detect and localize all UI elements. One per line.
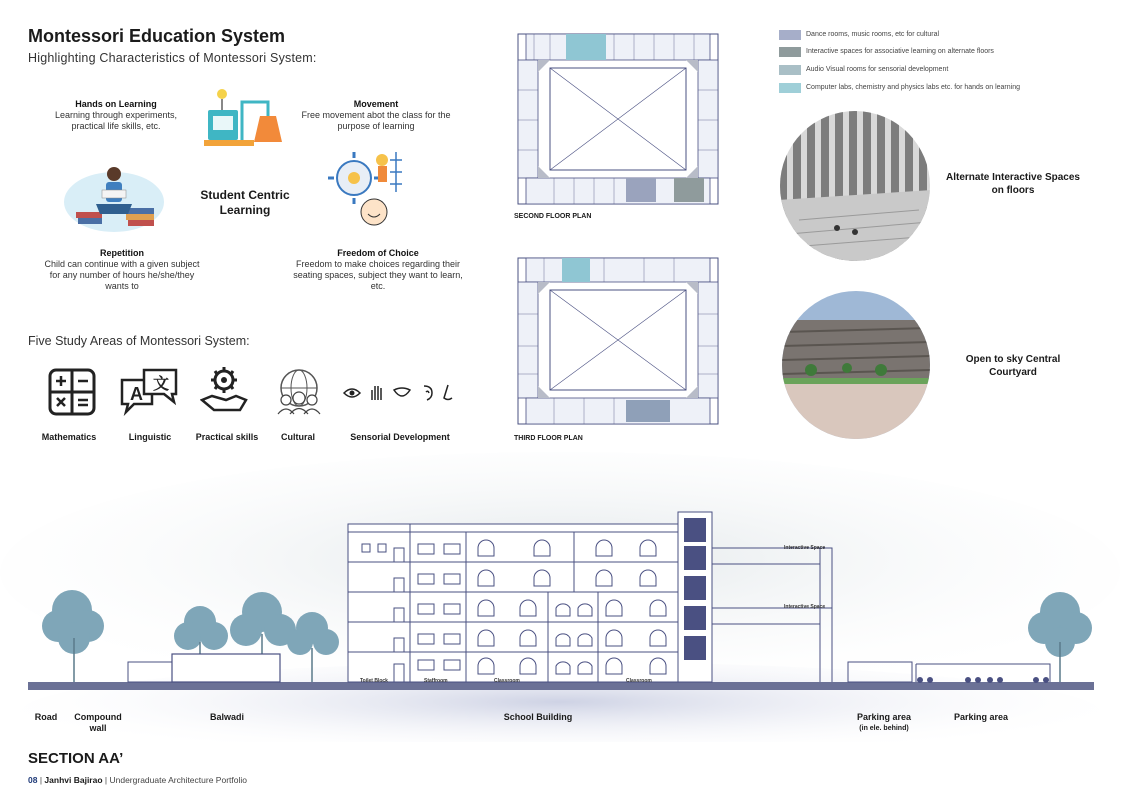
feature-repetition — [44, 248, 200, 292]
label-parking-area-2: Parking area — [953, 712, 1009, 722]
movement-icon — [328, 148, 406, 230]
language-icon — [120, 368, 180, 416]
feature-title: Repetition — [100, 248, 144, 258]
tag-staffroom: Staffroom — [424, 678, 448, 684]
section-drawing — [0, 452, 1122, 742]
feature-text: Free movement abot the class for the purpose of learning — [301, 110, 451, 131]
feature-title: Movement — [353, 99, 399, 109]
interactive-space-label: Alternate Interactive Spaces on floors — [946, 172, 1080, 196]
courtyard-label: Open to sky Central Courtyard — [965, 354, 1061, 378]
tag-classroom: Classroom — [626, 678, 652, 684]
label-balwadi: Balwadi — [209, 712, 244, 722]
section-title: SECTION AA’ — [28, 750, 124, 767]
calculator-icon — [48, 368, 96, 416]
legend-swatch — [779, 47, 801, 57]
third-floor-plan-label: THIRD FLOOR PLAN — [514, 435, 583, 442]
gear-hand-icon — [200, 366, 248, 416]
parking-label: Parking area — [856, 712, 912, 722]
legend-label: Interactive spaces for associative learning on alternate floors — [806, 48, 994, 55]
lab-equipment-icon — [198, 82, 286, 154]
tag-classroom: Classroom — [494, 678, 520, 684]
legend-swatch — [779, 83, 801, 93]
label-parking-area — [846, 712, 922, 734]
legend-label: Computer labs, chemistry and physics labs etc. for hands on learning — [806, 84, 1020, 91]
third-floor-plan — [514, 254, 724, 430]
author-name: Janhvi Bajirao — [44, 775, 103, 785]
senses-icon — [342, 382, 460, 404]
area-label-practical: Practical skills — [195, 432, 259, 442]
courtyard-render — [781, 290, 931, 440]
legend-swatch — [779, 65, 801, 75]
page-number: 08 — [28, 775, 38, 785]
svg-text:A: A — [130, 384, 143, 404]
interactive-space-render — [779, 110, 931, 262]
feature-text: Child can continue with a given subject for any number of hours he/she/they wants to — [44, 259, 200, 291]
legend-label: Dance rooms, music rooms, etc for cultural — [806, 31, 940, 38]
parking-note: (in ele. behind) — [859, 725, 909, 732]
second-floor-plan — [514, 30, 724, 210]
legend-label: Audio Visual rooms for sensorial development — [806, 66, 949, 73]
feature-hands-on — [40, 99, 192, 132]
svg-text:文: 文 — [153, 374, 170, 393]
page-subtitle: Highlighting Characteristics of Montessori System: — [28, 51, 317, 65]
portfolio-name: Undergraduate Architecture Portfolio — [109, 775, 247, 785]
feature-text: Freedom to make choices regarding their seating spaces, subject they want to learn, etc. — [293, 259, 463, 291]
label-compound-wall: Compound wall — [74, 712, 122, 733]
tag-interactive-space: Interactive Space — [784, 604, 826, 610]
area-label-mathematics: Mathematics — [41, 432, 97, 442]
footer-separator: | — [104, 775, 110, 785]
area-label-cultural: Cultural — [280, 432, 315, 442]
globe-people-icon — [274, 368, 324, 416]
feature-title: Freedom of Choice — [337, 248, 419, 258]
feature-title: Hands on Learning — [75, 99, 157, 109]
second-floor-plan-label: SECOND FLOOR PLAN — [514, 213, 592, 220]
feature-movement — [296, 99, 456, 132]
footer-separator: | — [39, 775, 45, 785]
student-centric-label: Student Centric Learning — [200, 188, 290, 217]
legend-swatch — [779, 30, 801, 40]
footer — [28, 775, 247, 785]
tag-interactive-space: Interactive Space — [784, 545, 826, 551]
ground-line — [28, 682, 1094, 690]
area-label-linguistic: Linguistic — [128, 432, 172, 442]
label-road: Road — [34, 712, 58, 722]
tag-toilet-block: Toilet Block — [360, 678, 388, 684]
area-label-sensorial: Sensorial Development — [350, 432, 450, 442]
label-school-building: School Building — [503, 712, 573, 722]
study-areas-title: Five Study Areas of Montessori System: — [28, 334, 250, 348]
reading-child-icon — [62, 164, 166, 234]
page-title: Montessori Education System — [28, 26, 286, 46]
feature-text: Learning through experiments, practical life skills, etc. — [54, 110, 178, 131]
feature-freedom — [290, 248, 466, 292]
